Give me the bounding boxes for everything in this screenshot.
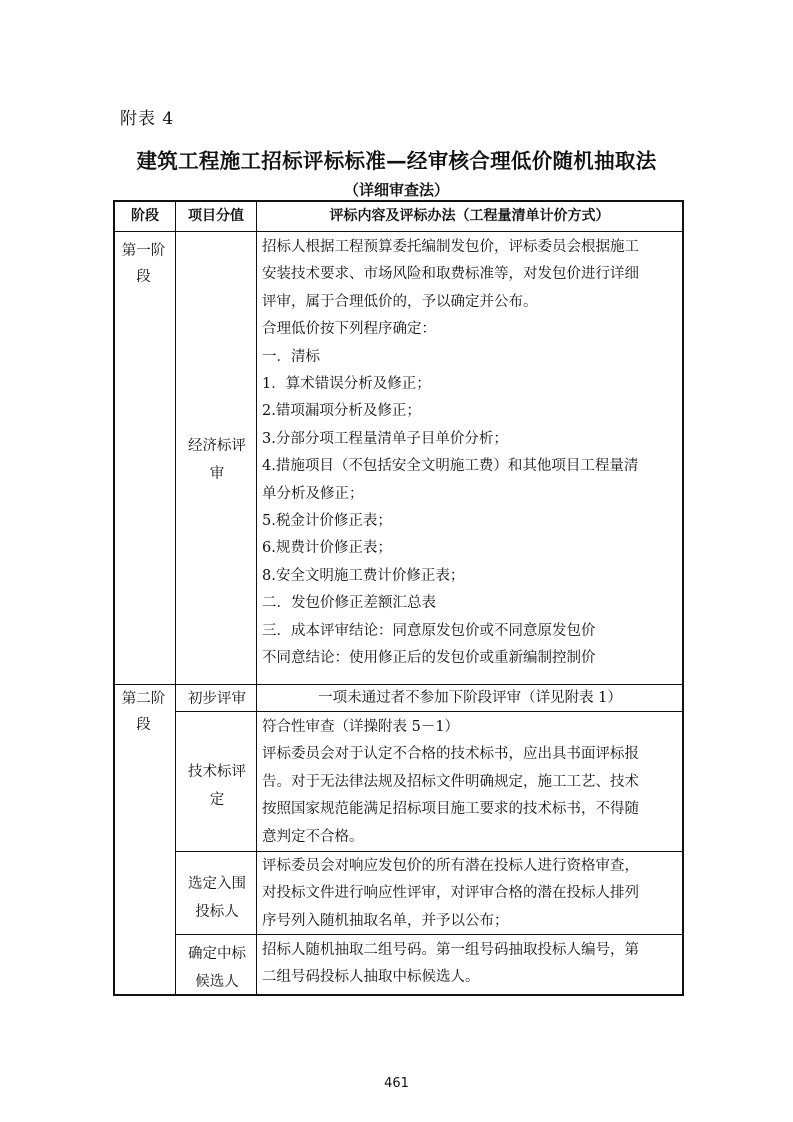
stage-2-label: 第二阶 段: [121, 691, 166, 733]
page-number: 461: [384, 1076, 409, 1091]
document-title: 建筑工程施工招标评标标准—经审核合理低价随机抽取法: [136, 149, 657, 173]
shortlist-bidders-item: 选定入围 投标人: [188, 876, 246, 920]
economic-review-content: 招标人根据工程预算委托编制发包价，评标委员会根据施工 安装技术要求、市场风险和取费标准等，对发包价进行详细 评审，属于合理低价的，予以确定并公布。 合理低价按下列程序确定： 一．清标 1．算术错误分析及修正； 2.错项漏项分析及修正； 3.分部分项工程量清单子目单价分析； 4.措施项目（不包括安全文明施工费）和其他项目工程量清 单分析及修正； 5.税金计价修正表； 6.规费计价修正表； 8.安全文明施工费计价修正表； 二．发包价修正差额汇总表 三．成本评审结论：同意原发包价或不同意原发包价 不同意结论：使用修正后的发包价或重新编制控制价: [262, 239, 639, 667]
appendix-label: 附表 4: [120, 109, 175, 129]
header-stage: 阶段: [131, 208, 159, 224]
preliminary-review-content: 一项未通过者不参加下阶段评审（详见附表 1）: [318, 690, 622, 706]
column-divider: [175, 202, 176, 994]
determine-candidates-item: 确定中标 候选人: [188, 946, 246, 990]
header-divider: [115, 231, 682, 232]
technical-evaluation-content: 符合性审查（详操附表 5－1） 评标委员会对于认定不合格的技术标书，应出具书面评标报 告。对于无法律法规及招标文件明确规定，施工工艺、技术 按照国家规范能满足招标项目施工要求的技术标书，不得随 意判定不合格。: [262, 719, 639, 845]
document-subtitle: （详细审查法）: [343, 181, 449, 199]
technical-evaluation-item: 技术标评 定: [188, 764, 246, 808]
preliminary-review-item: 初步评审: [188, 691, 246, 707]
column-divider: [256, 202, 257, 994]
row-divider: [176, 851, 682, 852]
shortlist-bidders-content: 评标委员会对响应发包价的所有潜在投标人进行资格审查， 对投标文件进行响应性评审，对评审合格的潜在投标人排列 序号列入随机抽取名单，并予以公布；: [262, 858, 639, 929]
header-item-score: 项目分值: [188, 208, 244, 224]
determine-candidates-content: 招标人随机抽取二组号码。第一组号码抽取投标人编号，第 二组号码投标人抽取中标候选人。: [262, 942, 639, 986]
header-content: 评标内容及评标办法（工程量清单计价方式）: [329, 208, 610, 224]
stage-1-label: 第一阶 段: [121, 243, 166, 285]
economic-review-item: 经济标评 审: [188, 438, 246, 482]
